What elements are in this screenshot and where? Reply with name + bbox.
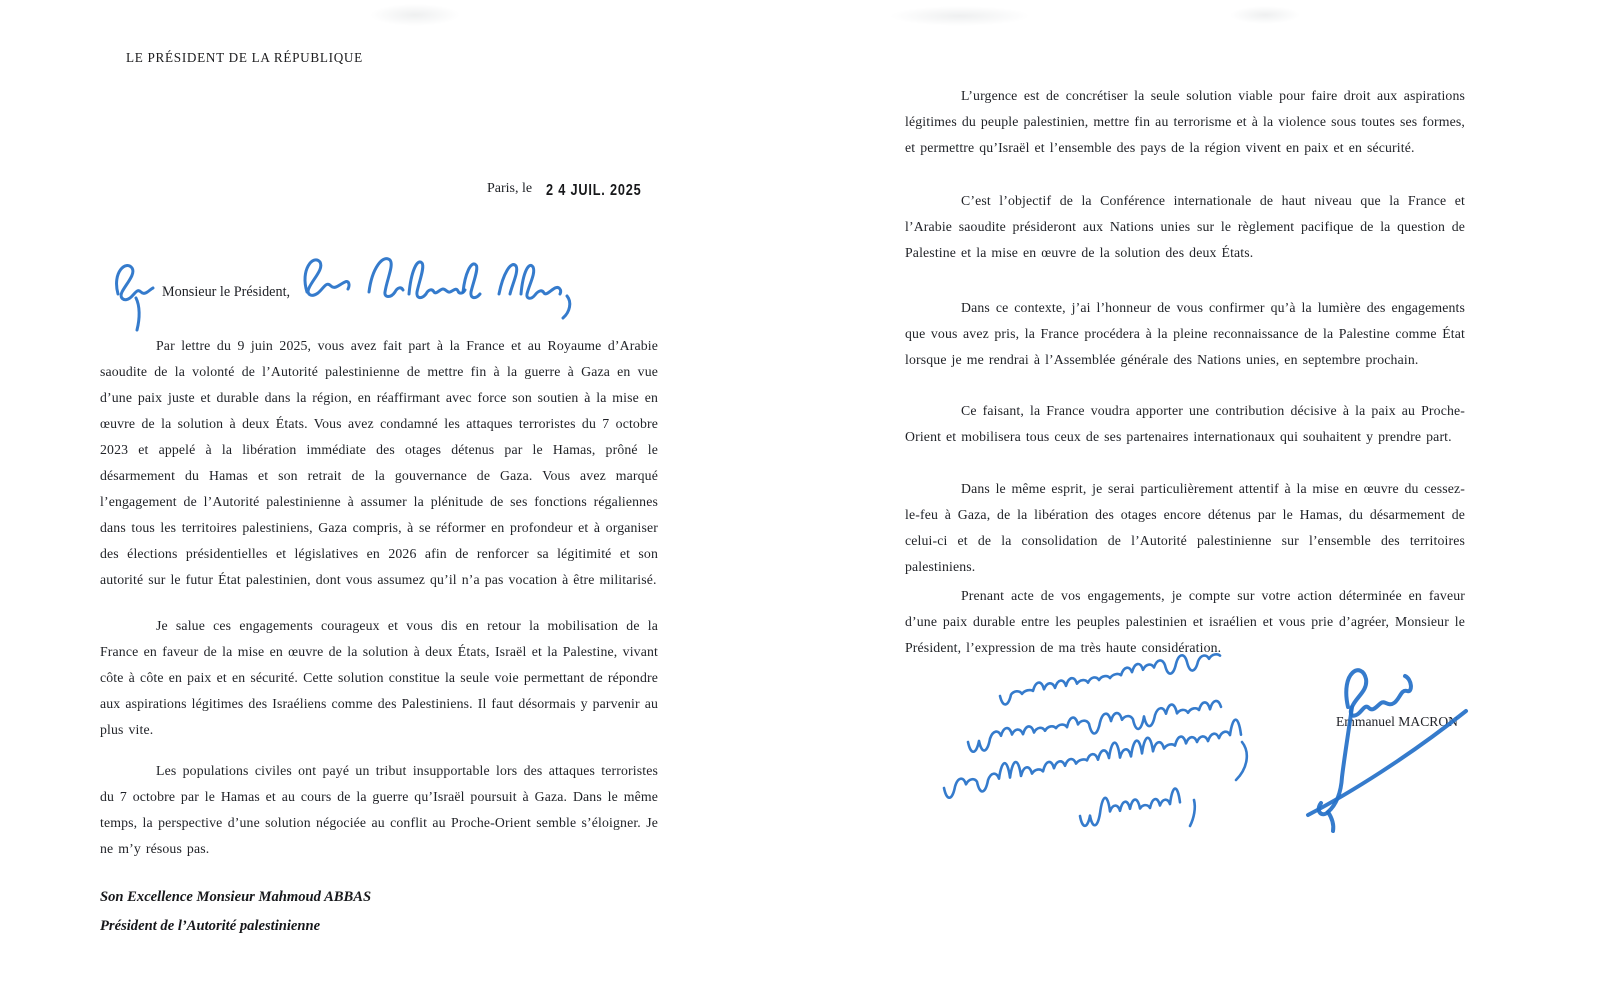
paragraph: Par lettre du 9 juin 2025, vous avez fait part à la France et au Royaume d’Arabie saoudite de la volonté de l’Autorité palestinienne de mettre fin à la guerre à Gaza en vue d’une paix juste et durable dans la région, en réaffirmant avec force son soutien à la mise en œuvre de la solution à deux États. Vous avez condamné les attaques terroristes du 7 octobre 2023 et appelé à la libération immédiate des otages détenus par le Hamas, prôné le désarmement du Hamas et son retrait de la gouvernance de Gaza. Vous avez marqué l’engagement de l’Autorité palestinienne à assumer la plénitude de ses fonctions régaliennes dans tous les territoires palestiniens, Gaza compris, à se réformer en profondeur et à organiser des élections présidentielles et législatives en 2026 afin de renforcer sa légitimité et son autorité sur le futur État palestinien, dont vous assumez qu’il n’a pas vocation à être militarisé. xyxy=(100,338,658,587)
paragraph: Ce faisant, la France voudra apporter une contribution décisive à la paix au Proche-Orient et mobilisera tous ceux de ses partenaires internationaux qui souhaitent y prendre part. xyxy=(905,403,1465,444)
paragraph: Je salue ces engagements courageux et vous dis en retour la mobilisation de la France en faveur de la mise en œuvre de la solution à deux États, Israël et la Palestine, vivant côte à côte en paix et en sécurité. Cette solution constitue la seule voie permettant de répondre aux aspirations légitimes des Israéliens comme des Palestiniens. Il faut désormais y parvenir au plus vite. xyxy=(100,618,658,737)
salutation: Monsieur le Président, xyxy=(162,284,291,300)
date-stamp: 2 4 JUIL. 2025 xyxy=(546,182,642,199)
recipient-title: Président de l’Autorité palestinienne xyxy=(100,918,321,934)
paragraph: Prenant acte de vos engagements, je compte sur votre action déterminée en faveur d’une paix durable entre les peuples palestinien et israélien et vous prie d’agréer, Monsieur le Président, l’expression de ma très haute considération. xyxy=(905,588,1465,655)
scan-smudge xyxy=(1230,6,1300,24)
paragraph: Dans le même esprit, je serai particulièrement attentif à la mise en œuvre du cessez-le-feu à Gaza, de la libération des otages encore détenus par le Hamas, du désarmement de celui-ci et de la consolidation de l’Autorité palestinienne sur l’ensemble des territoires palestiniens. xyxy=(905,481,1465,574)
paragraph: Dans ce contexte, j’ai l’honneur de vous confirmer qu’à la lumière des engagements que vous avez pris, la France procédera à la pleine reconnaissance de la Palestine comme État lorsque je me rendrai à l’Assemblée générale des Nations unies, en septembre prochain. xyxy=(905,300,1465,367)
handwritten-paraph-graphic xyxy=(102,254,162,334)
paragraph: L’urgence est de concrétiser la seule solution viable pour faire droit aux aspirations légitimes du peuple palestinien, mettre fin au terrorisme et à la violence sous toutes ses formes, et permettre qu’Israël et l’ensemble des pays de la région vivent en paix et en sécurité. xyxy=(905,88,1465,155)
signer-name: Emmanuel MACRON xyxy=(1336,714,1458,729)
scan-smudge xyxy=(370,4,460,26)
recipient-block xyxy=(100,883,371,941)
paragraph: Les populations civiles ont payé un tribut insupportable lors des attaques terroristes du 7 octobre par le Hamas et au cours de la guerre qu’Israël poursuit à Gaza. Dans le même temps, la perspective d’une solution négociée au conflit au Proche-Orient semble s’éloigner. Je ne m’y résous pas. xyxy=(100,763,658,856)
handwritten-note-graphic xyxy=(930,648,1260,838)
recipient-name: Son Excellence Monsieur Mahmoud ABBAS xyxy=(100,889,372,905)
handwritten-salutation-graphic xyxy=(295,246,580,324)
scan-smudge xyxy=(890,6,1030,26)
paragraph: C’est l’objectif de la Conférence internationale de haut niveau que la France et l’Arabie saoudite présideront aux Nations unies sur le règlement pacifique de la question de Palestine et la mise en œuvre de la solution des deux États. xyxy=(905,193,1465,260)
signature-graphic xyxy=(1290,655,1470,835)
place-line: Paris, le xyxy=(487,181,533,196)
letterhead: LE PRÉSIDENT DE LA RÉPUBLIQUE xyxy=(126,50,363,65)
